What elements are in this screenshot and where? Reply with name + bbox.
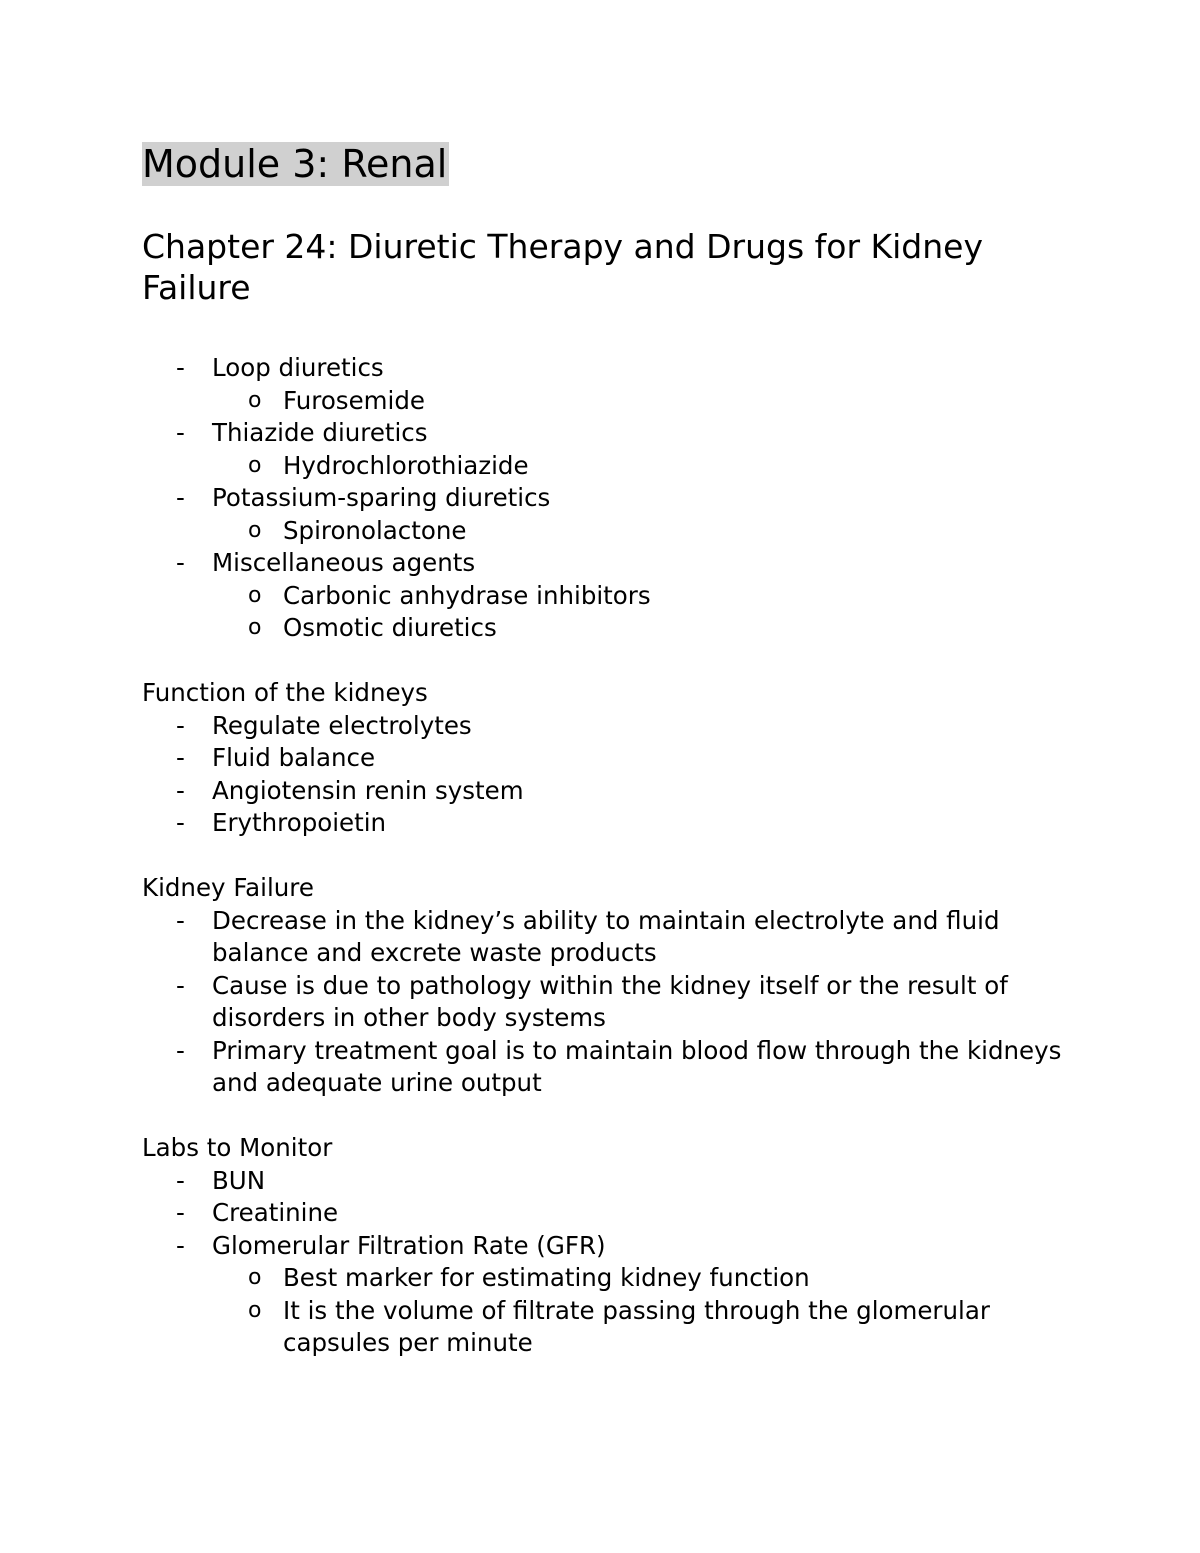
function-list — [142, 710, 1062, 840]
circle-bullet: o — [248, 582, 262, 608]
notes-content — [142, 352, 1062, 1360]
circle-bullet: o — [248, 1265, 262, 1290]
kidney-failure-list — [142, 905, 1062, 1100]
sub-list-item-text: Best marker for estimating kidney function — [283, 1263, 810, 1292]
list-item — [142, 710, 1062, 743]
sub-list — [212, 515, 1062, 548]
dash-bullet: - — [176, 970, 185, 1000]
list-item-text: Glomerular Filtration Rate (GFR) — [212, 1230, 606, 1260]
list-item-text: BUN — [212, 1165, 266, 1195]
drug-label: Hydrochlorothiazide — [283, 450, 529, 480]
section-heading-function: Function of the kidneys — [142, 678, 428, 707]
list-item — [142, 742, 1062, 775]
labs-list — [142, 1165, 1062, 1360]
sub-list — [212, 385, 1062, 418]
sub-list-item — [212, 1295, 1062, 1360]
dash-bullet: - — [176, 905, 185, 935]
list-item — [142, 1230, 1062, 1360]
module-title-highlight: Module 3: Renal — [142, 142, 448, 186]
dash-bullet: - — [176, 548, 185, 577]
section-heading-labs: Labs to Monitor — [142, 1133, 333, 1162]
list-item — [142, 482, 1062, 547]
dash-bullet: - — [176, 418, 185, 447]
sub-list-item-text: It is the volume of filtrate passing through the glomerular capsules per minute — [283, 1295, 990, 1357]
list-item — [142, 1197, 1062, 1230]
dash-bullet: - — [176, 1198, 185, 1227]
spacer — [142, 1100, 1062, 1133]
sub-list-item — [212, 612, 1062, 645]
diuretic-class-label: Miscellaneous agents — [212, 548, 476, 577]
dash-bullet: - — [176, 353, 185, 382]
circle-bullet: o — [248, 452, 262, 478]
dash-bullet: - — [176, 743, 185, 772]
list-item-text: Fluid balance — [212, 743, 376, 772]
spacer — [142, 645, 1062, 678]
circle-bullet: o — [248, 1297, 262, 1323]
dash-bullet: - — [176, 710, 185, 740]
diuretic-classes-list — [142, 352, 1062, 645]
diuretic-class-label: Thiazide diuretics — [212, 418, 428, 447]
drug-label: Carbonic anhydrase inhibitors — [283, 580, 651, 610]
module-title — [142, 140, 449, 188]
list-item-text: Cause is due to pathology within the kidney itself or the result of disorders in other body systems — [212, 970, 1008, 1032]
list-item — [142, 1035, 1062, 1100]
dash-bullet: - — [176, 775, 185, 805]
spacer — [142, 840, 1062, 873]
sub-list-item — [212, 580, 1062, 613]
circle-bullet: o — [248, 387, 262, 413]
diuretic-class-label: Loop diuretics — [212, 353, 384, 382]
circle-bullet: o — [248, 517, 262, 543]
dash-bullet: - — [176, 808, 185, 837]
list-item-text: Regulate electrolytes — [212, 710, 472, 740]
drug-label: Spironolactone — [283, 515, 467, 545]
list-item-text: Angiotensin renin system — [212, 775, 524, 805]
list-item — [142, 970, 1062, 1035]
section-heading-kidney-failure: Kidney Failure — [142, 873, 314, 902]
sub-list — [212, 1262, 1062, 1360]
list-item — [142, 417, 1062, 482]
drug-label: Osmotic diuretics — [283, 613, 497, 642]
dash-bullet: - — [176, 1165, 185, 1195]
sub-list-item — [212, 515, 1062, 548]
list-item — [142, 775, 1062, 808]
list-item-text: Decrease in the kidney’s ability to maintain electrolyte and fluid balance and excrete waste products — [212, 905, 1000, 967]
circle-bullet: o — [248, 615, 262, 640]
list-item — [142, 352, 1062, 417]
dash-bullet: - — [176, 483, 185, 512]
chapter-title: Chapter 24: Diuretic Therapy and Drugs for Kidney Failure — [142, 227, 984, 307]
list-item-text: Primary treatment goal is to maintain blood flow through the kidneys and adequate urine output — [212, 1035, 1062, 1097]
list-item-text: Creatinine — [212, 1198, 339, 1227]
sub-list-item — [212, 1262, 1062, 1295]
list-item — [142, 807, 1062, 840]
list-item-text: Erythropoietin — [212, 808, 387, 837]
list-item — [142, 1165, 1062, 1198]
dash-bullet: - — [176, 1035, 185, 1065]
dash-bullet: - — [176, 1230, 185, 1260]
list-item — [142, 547, 1062, 645]
sub-list — [212, 580, 1062, 645]
list-item — [142, 905, 1062, 970]
sub-list — [212, 450, 1062, 483]
sub-list-item — [212, 385, 1062, 418]
sub-list-item — [212, 450, 1062, 483]
diuretic-class-label: Potassium-sparing diuretics — [212, 483, 551, 512]
drug-label: Furosemide — [283, 385, 425, 415]
